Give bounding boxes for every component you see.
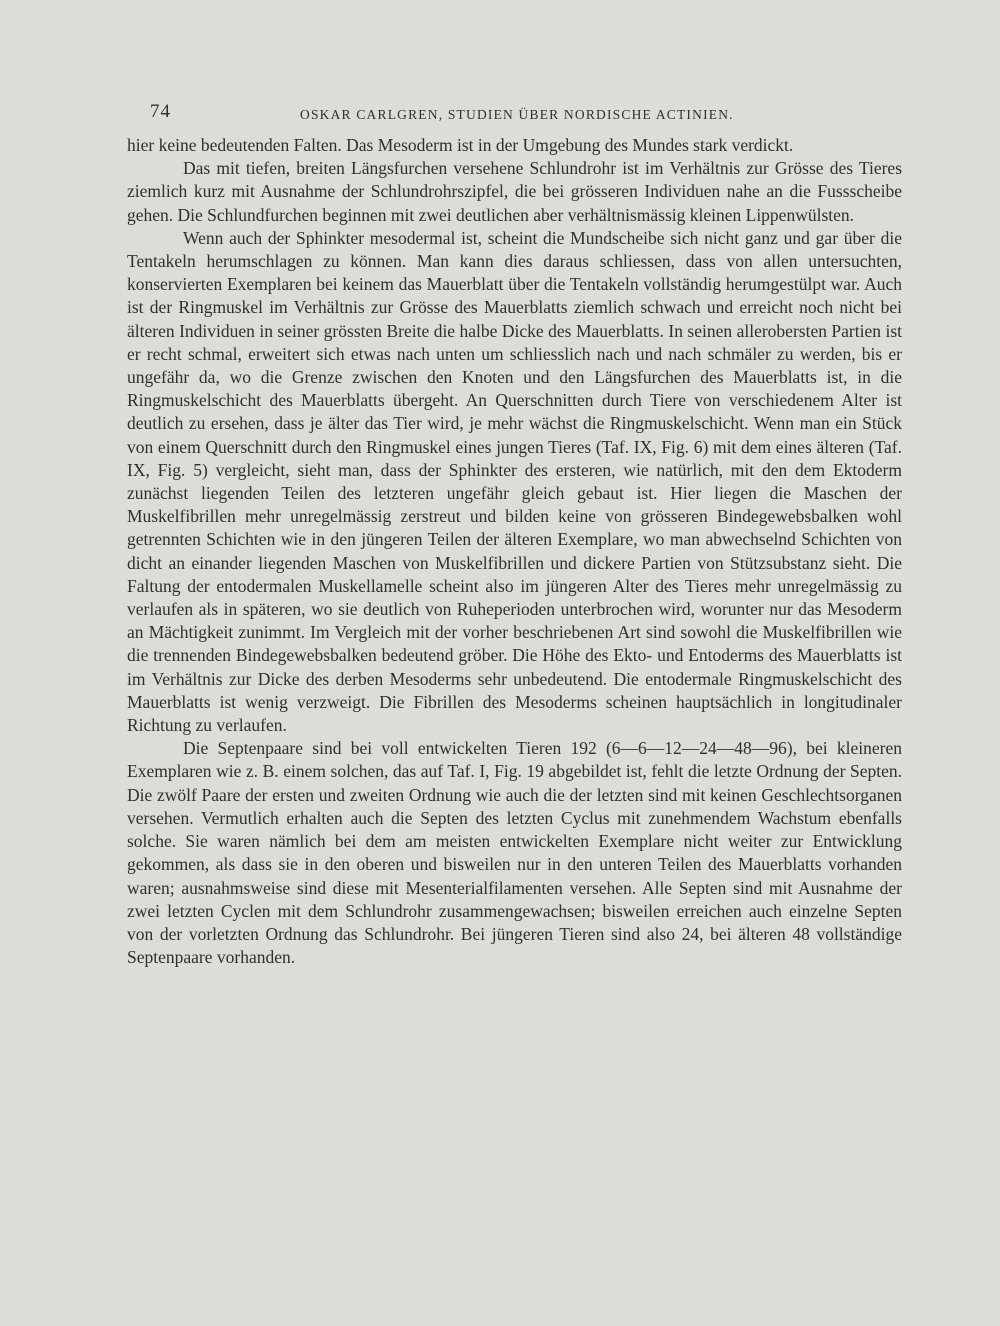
paragraph-septenpaare: Die Septenpaare sind bei voll entwickelten Tieren 192 (6—6—12—24—48—96), bei kleineren Exemplaren wie z. B. einem solchen, das auf Taf. I, Fig. 19 abgebildet ist, fehlt die letzte Ordnung der Septen. Die zwölf Paare der ersten und zweiten Ordnung wie auch die der letzten sind mit keinen Geschlechtsorganen versehen. Vermutlich erhalten auch die Septen des letzten Cyclus mit zunehmendem Wachstum ebenfalls solche. Sie waren nämlich bei dem am meisten entwickelten Exemplare nicht weiter zur Entwicklung gekommen, als dass sie in den oberen und bisweilen nur in den unteren Teilen des Mauerblatts vorhanden waren; ausnahmsweise sind diese mit Mesenterialfilamenten versehen. Alle Septen sind mit Ausnahme der zwei letzten Cyclen mit dem Schlundrohr zusammengewachsen; bisweilen erreichen auch einzelne Septen von der vorletzten Ordnung das Schlundrohr. Bei jüngeren Tieren sind also 24, bei älteren 48 vollständige Septenpaare vorhanden. — [127, 738, 902, 968]
paragraph-schlundrohr: Das mit tiefen, breiten Längsfurchen versehene Schlundrohr ist im Verhältnis zur Grösse des Tieres ziemlich kurz mit Ausnahme der Schlundrohrszipfel, die bei grösseren Individuen nahe an die Fussscheibe gehen. Die Schlundfurchen beginnen mit zwei deutlichen aber verhältnismässig kleinen Lippenwülsten. — [127, 158, 902, 225]
body-text — [127, 134, 902, 969]
page-number: 74 — [150, 101, 171, 122]
running-title: OSKAR CARLGREN, STUDIEN ÜBER NORDISCHE ACTINIEN. — [300, 107, 734, 122]
page-header — [150, 101, 902, 125]
paragraph-continuation: hier keine bedeutenden Falten. Das Mesoderm ist in der Umgebung des Mundes stark verdickt. — [127, 135, 794, 155]
paragraph-sphinkter: Wenn auch der Sphinkter mesodermal ist, scheint die Mundscheibe sich nicht ganz und gar über die Tentakeln herumschlagen zu können. Man kann dies daraus schliessen, dass von allen untersuchten, konservierten Exemplaren bei keinem das Mauerblatt über die Tentakeln vollständig herumgestülpt war. Auch ist der Ringmuskel im Verhältnis zur Grösse des Mauerblatts ziemlich schwach und erreicht noch nicht bei älteren Individuen in seiner grössten Breite die halbe Dicke des Mauerblatts. In seinen allerobersten Partien ist er recht schmal, erweitert sich etwas nach unten um schliesslich nach und nach schmäler zu werden, bis er ungefähr da, wo die Grenze zwischen den Knoten und den Längsfurchen des Mauerblatts ist, in die Ringmuskelschicht des Mauerblatts übergeht. An Querschnitten durch Tiere von verschiedenem Alter ist deutlich zu ersehen, dass je älter das Tier wird, je mehr wächst die Ringmuskelschicht. Wenn man ein Stück von einem Querschnitt durch den Ringmuskel eines jungen Tieres (Taf. IX, Fig. 6) mit dem eines älteren (Taf. IX, Fig. 5) vergleicht, sieht man, dass der Sphinkter des ersteren, wie natürlich, mit den dem Ektoderm zunächst liegenden Teilen des letzteren ungefähr gleich gebaut ist. Hier liegen die Maschen der Muskelfibrillen mehr unregelmässig zerstreut und bilden keine von grösseren Bindegewebsbalken wohl getrennten Schichten wie in den jüngeren Teilen der älteren Exemplare, wo man abwechselnd Schichten von dicht an einander liegenden Maschen von Muskelfibrillen und dickere Partien von Stützsubstanz sieht. Die Faltung der entodermalen Muskellamelle scheint also im jüngeren Alter des Tieres mehr unregelmässig zu verlaufen als in späteren, wo sie deutlich von Ruheperioden unterbrochen wird, worunter nur das Mesoderm an Mächtigkeit zunimmt. Im Vergleich mit der vorher beschriebenen Art sind sowohl die Muskelfibrillen wie die trennenden Bindegewebsbalken bedeutend gröber. Die Höhe des Ekto- und Entoderms des Mauerblatts ist im Verhältnis zur Dicke des derben Mesoderms sehr unbedeutend. Die entodermale Ringmuskelschicht des Mauerblatts ist wenig verzweigt. Die Fibrillen des Mesoderms scheinen hauptsächlich in longitudinaler Richtung zu verlaufen. — [127, 227, 902, 736]
